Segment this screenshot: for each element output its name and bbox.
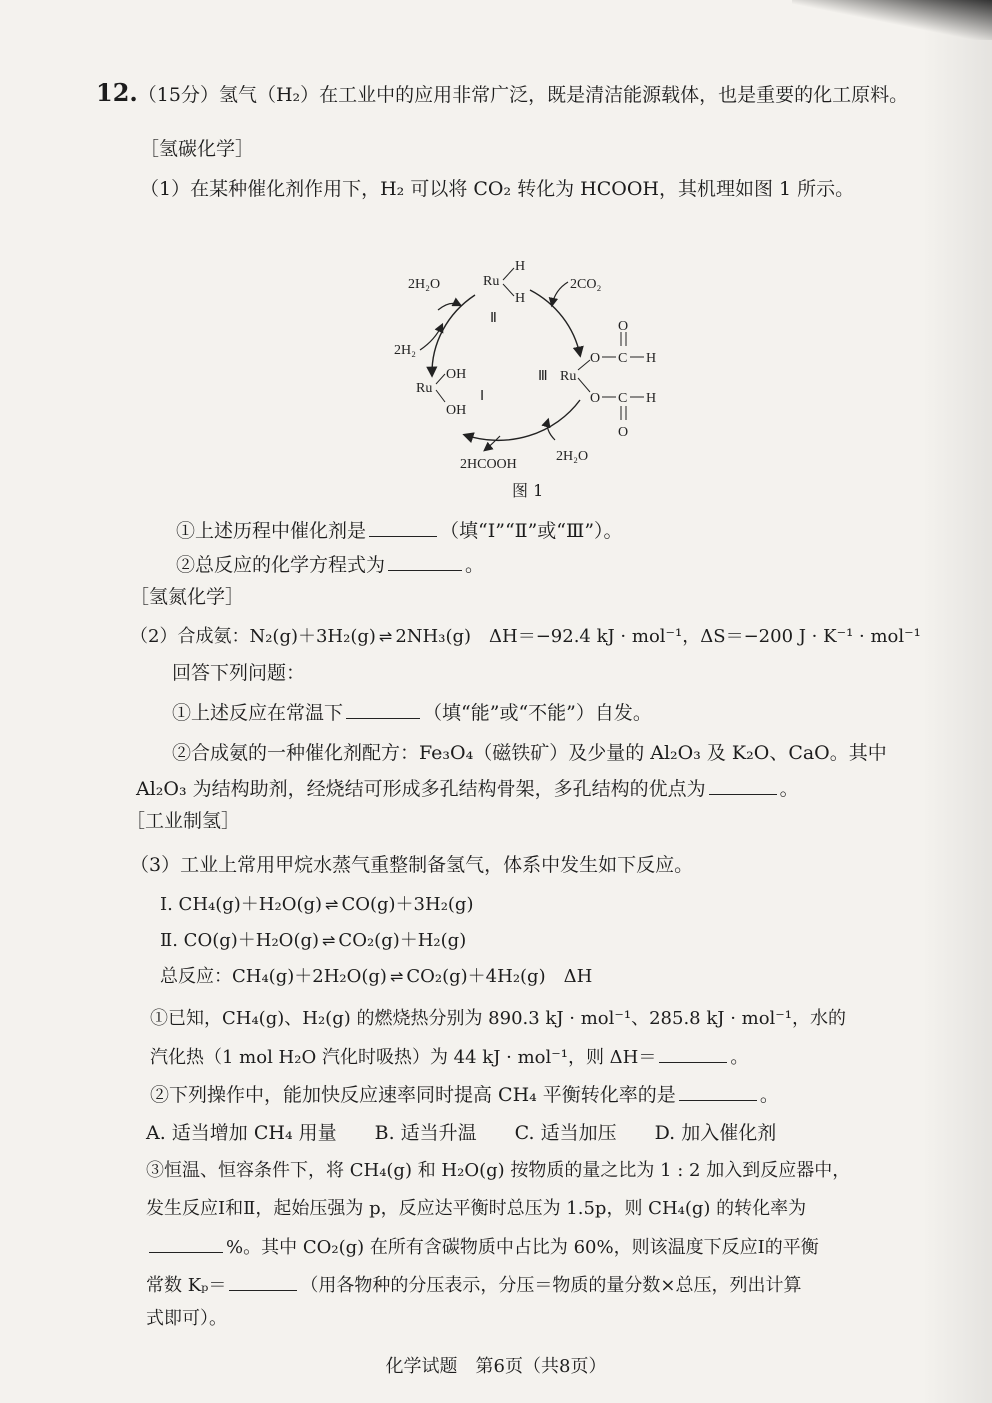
h2o-out-arrow [438,303,460,310]
c-upper: C [618,351,628,366]
scan-edge-shadow [922,0,992,1403]
reagent-2h2o-top: 2H₂O [408,277,441,292]
h2o-in-arrow [547,420,555,440]
q3-2-options: A. 适当增加 CH₄ 用量 B. 适当升温 C. 适当加压 D. 加入催化剂 [146,1122,777,1144]
q3-2: ②下列操作中，能加快反应速率同时提高 CH₄ 平衡转化率的是 。 [150,1084,779,1106]
o-carbonyl-upper: O [618,319,629,334]
oh-I-b: OH [446,403,467,418]
co2-in-arrow [552,282,568,305]
product-2hcooh: 2HCOOH [460,457,517,472]
q3-stem: （3）工业上常用甲烷水蒸气重整制备氢气，体系中发生如下反应。 [130,854,694,876]
answer-blank-total-equation[interactable] [388,552,462,571]
q3-3-line1: ③恒温、恒容条件下，将 CH₄(g) 和 H₂O(g) 按物质的量之比为 1 : 2 加入到反应器中， [146,1160,851,1181]
section-hydrogen-nitrogen: ［氢氮化学］ [130,586,245,608]
ru-II: Ru [483,274,500,289]
ru-III: Ru [560,369,577,384]
reagent-2h2o-bottom: 2H₂O [556,449,589,464]
q2-stem: （2）合成氨：N₂(g)＋3H₂(g) ⇌ 2NH₃(g) ΔH＝−92.4 kJ · mol⁻¹，ΔS＝−200 J · K⁻¹ · mol⁻¹ [130,624,921,650]
label-II: Ⅱ [490,311,497,326]
question-intro: （15分）氢气（H₂）在工业中的应用非常广泛，既是清洁能源载体，也是重要的化工原料。 [137,84,909,106]
answer-blank-delta-h[interactable] [659,1044,727,1063]
q1-1: ①上述历程中催化剂是 （填“Ⅰ”“Ⅱ”或“Ⅲ”）。 [176,520,623,542]
section-hydrogen-carbon: ［氢碳化学］ [140,138,255,160]
reaction-2: Ⅱ. CO(g)＋H₂O(g) ⇌ CO₂(g)＋H₂(g) [160,930,467,951]
question-number: 12. [96,78,138,107]
section-industrial-hydrogen: ［工业制氢］ [126,810,241,832]
h-lower: H [646,391,657,406]
h-II-b: H [515,291,526,306]
q2-2: ②合成氨的一种催化剂配方：Fe₃O₄（磁铁矿）及少量的 Al₂O₃ 及 K₂O、CaO。其中 [172,742,887,764]
answer-blank-spontaneous[interactable] [346,700,420,719]
equilibrium-arrow: ⇌ [378,627,393,646]
mechanism-diagram [380,250,680,500]
q1-2: ②总反应的化学方程式为 。 [176,554,485,576]
hcooh-out-arrow [485,436,500,450]
cycle-arrow-bottom [465,400,580,440]
label-I: Ⅰ [480,389,485,404]
answer-blank-operation[interactable] [679,1082,757,1101]
answer-blank-kp[interactable] [229,1272,297,1291]
cycle-arrow-right [530,290,580,355]
q2-1: ①上述反应在常温下 （填“能”或“不能”）自发。 [172,702,652,724]
o-lower: O [590,391,601,406]
ru-I: Ru [416,381,433,396]
q2-3: Al₂O₃ 为结构助剂，经烧结可形成多孔结构骨架，多孔结构的优点为 。 [136,778,799,800]
label-III: Ⅲ [538,369,548,384]
reagent-2h2: 2H₂ [394,343,416,358]
q3-3-line2: 发生反应Ⅰ和Ⅱ，起始压强为 p，反应达平衡时总压为 1.5p，则 CH₄(g) 的转化率为 [146,1198,807,1219]
o-upper: O [590,351,601,366]
figure-caption: 图 1 [512,481,544,500]
oh-I-a: OH [446,367,467,382]
q3-1-line2: 汽化热（1 mol H₂O 汽化时吸热）为 44 kJ · mol⁻¹，则 ΔH＝ 。 [150,1044,748,1071]
answer-blank-catalyst[interactable] [369,518,437,537]
q2-prompt: 回答下列问题： [172,662,306,684]
q3-3-line5: 式即可）。 [146,1308,227,1329]
reaction-total: 总反应：CH₄(g)＋2H₂O(g) ⇌ CO₂(g)＋4H₂(g) ΔH [160,966,593,987]
q3-3-line4: 常数 Kₚ＝ （用各物种的分压表示，分压＝物质的量分数×总压，列出计算 [146,1272,801,1299]
reagent-2co2: 2CO₂ [570,277,602,292]
h-upper: H [646,351,657,366]
answer-blank-porous-advantage[interactable] [709,776,777,795]
h-II-a: H [515,259,526,274]
reaction-1: Ⅰ. CH₄(g)＋H₂O(g) ⇌ CO(g)＋3H₂(g) [160,894,474,915]
q3-1-line1: ①已知，CH₄(g)、H₂(g) 的燃烧热分别为 890.3 kJ · mol⁻¹、285.8 kJ · mol⁻¹，水的 [150,1008,847,1029]
o-carbonyl-lower: O [618,425,629,440]
c-lower: C [618,391,628,406]
cycle-arrow-left [432,295,475,375]
page-footer: 化学试题 第6页（共8页） [385,1356,607,1377]
q3-3-line3: %。其中 CO₂(g) 在所有含碳物质中占比为 60%，则该温度下反应Ⅰ的平衡 [146,1234,819,1261]
question-header [96,80,908,108]
answer-blank-conversion[interactable] [149,1234,223,1253]
part1-stem: （1）在某种催化剂作用下，H₂ 可以将 CO₂ 转化为 HCOOH，其机理如图 1 所示。 [140,178,855,200]
